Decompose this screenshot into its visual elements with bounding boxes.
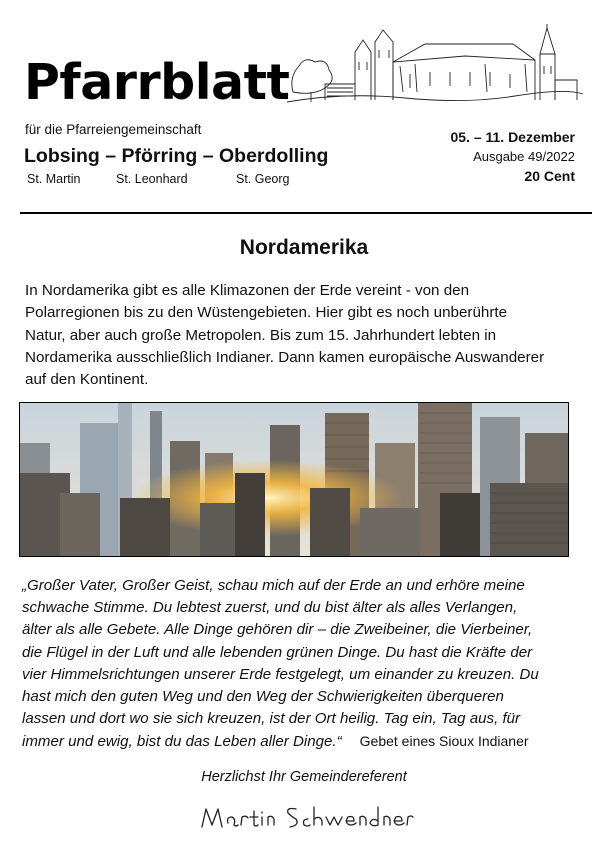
prayer-source: Gebet eines Sioux Indianer [359, 733, 529, 750]
church-st-martin: St. Martin [27, 172, 81, 186]
prayer-last-line [22, 730, 588, 753]
prayer-text [22, 575, 588, 754]
price: 20 Cent [524, 168, 575, 184]
church-st-leonhard: St. Leonhard [116, 172, 188, 186]
prayer-line: vier Himmelsrichtungen unserer Erde festgelegt, um einander zu kreuzen. Du [22, 665, 539, 683]
header-divider [20, 212, 592, 214]
prayer-line: schwache Stimme. Du lebtest zuerst, und du bist älter als alles Verlangen, [22, 599, 518, 617]
parish-names: Lobsing – Pförring – Oberdolling [24, 145, 329, 167]
intro-paragraph [25, 280, 585, 391]
church-st-georg: St. Georg [236, 172, 290, 186]
intro-line: auf den Kontinent. [25, 371, 149, 389]
prayer-line: immer und ewig, bist du das Leben aller Dinge.“ [22, 733, 342, 751]
issue-number: Ausgabe 49/2022 [473, 149, 575, 164]
intro-line: Polarregionen bis zu den Wüstengebieten. Hier gibt es noch unberührte [25, 304, 508, 322]
prayer-line: „Großer Vater, Großer Geist, schau mich auf der Erde an und erhöre meine [22, 577, 525, 594]
prayer-line: hast mich den guten Weg und den Weg der Schwierigkeiten überqueren [22, 688, 504, 706]
signature [196, 795, 416, 839]
date-range: 05. – 11. Dezember [450, 129, 575, 145]
intro-line: Nordamerika ausschließlich Indianer. Dann kamen europäische Auswanderer [25, 348, 545, 366]
newsletter-subtitle: für die Pfarreiengemeinschaft [25, 122, 202, 137]
article-heading: Nordamerika [239, 236, 369, 259]
church-drawing [285, 22, 585, 106]
greeting: Herzlichst Ihr Gemeindereferent [201, 769, 407, 785]
intro-line: In Nordamerika gibt es alle Klimazonen der Erde vereint - von den [25, 282, 470, 299]
city-skyline-photo [19, 402, 569, 557]
intro-line: Natur, aber auch große Metropolen. Bis zum 15. Jahrhundert lebten in [25, 326, 497, 344]
prayer-line: älter als alle Gebete. Alle Dinge gehören dir – die Zweibeiner, die Vierbeiner, [22, 621, 533, 639]
prayer-line: lassen und dort wo sie sich kreuzen, ist der Ort heilig. Tag ein, Tag aus, für [22, 710, 521, 728]
newsletter-title: Pfarrblatt [24, 54, 290, 111]
prayer-line: die Flügel in der Luft und alle lebenden grünen Dinge. Du hast die Kräfte der [22, 643, 533, 661]
